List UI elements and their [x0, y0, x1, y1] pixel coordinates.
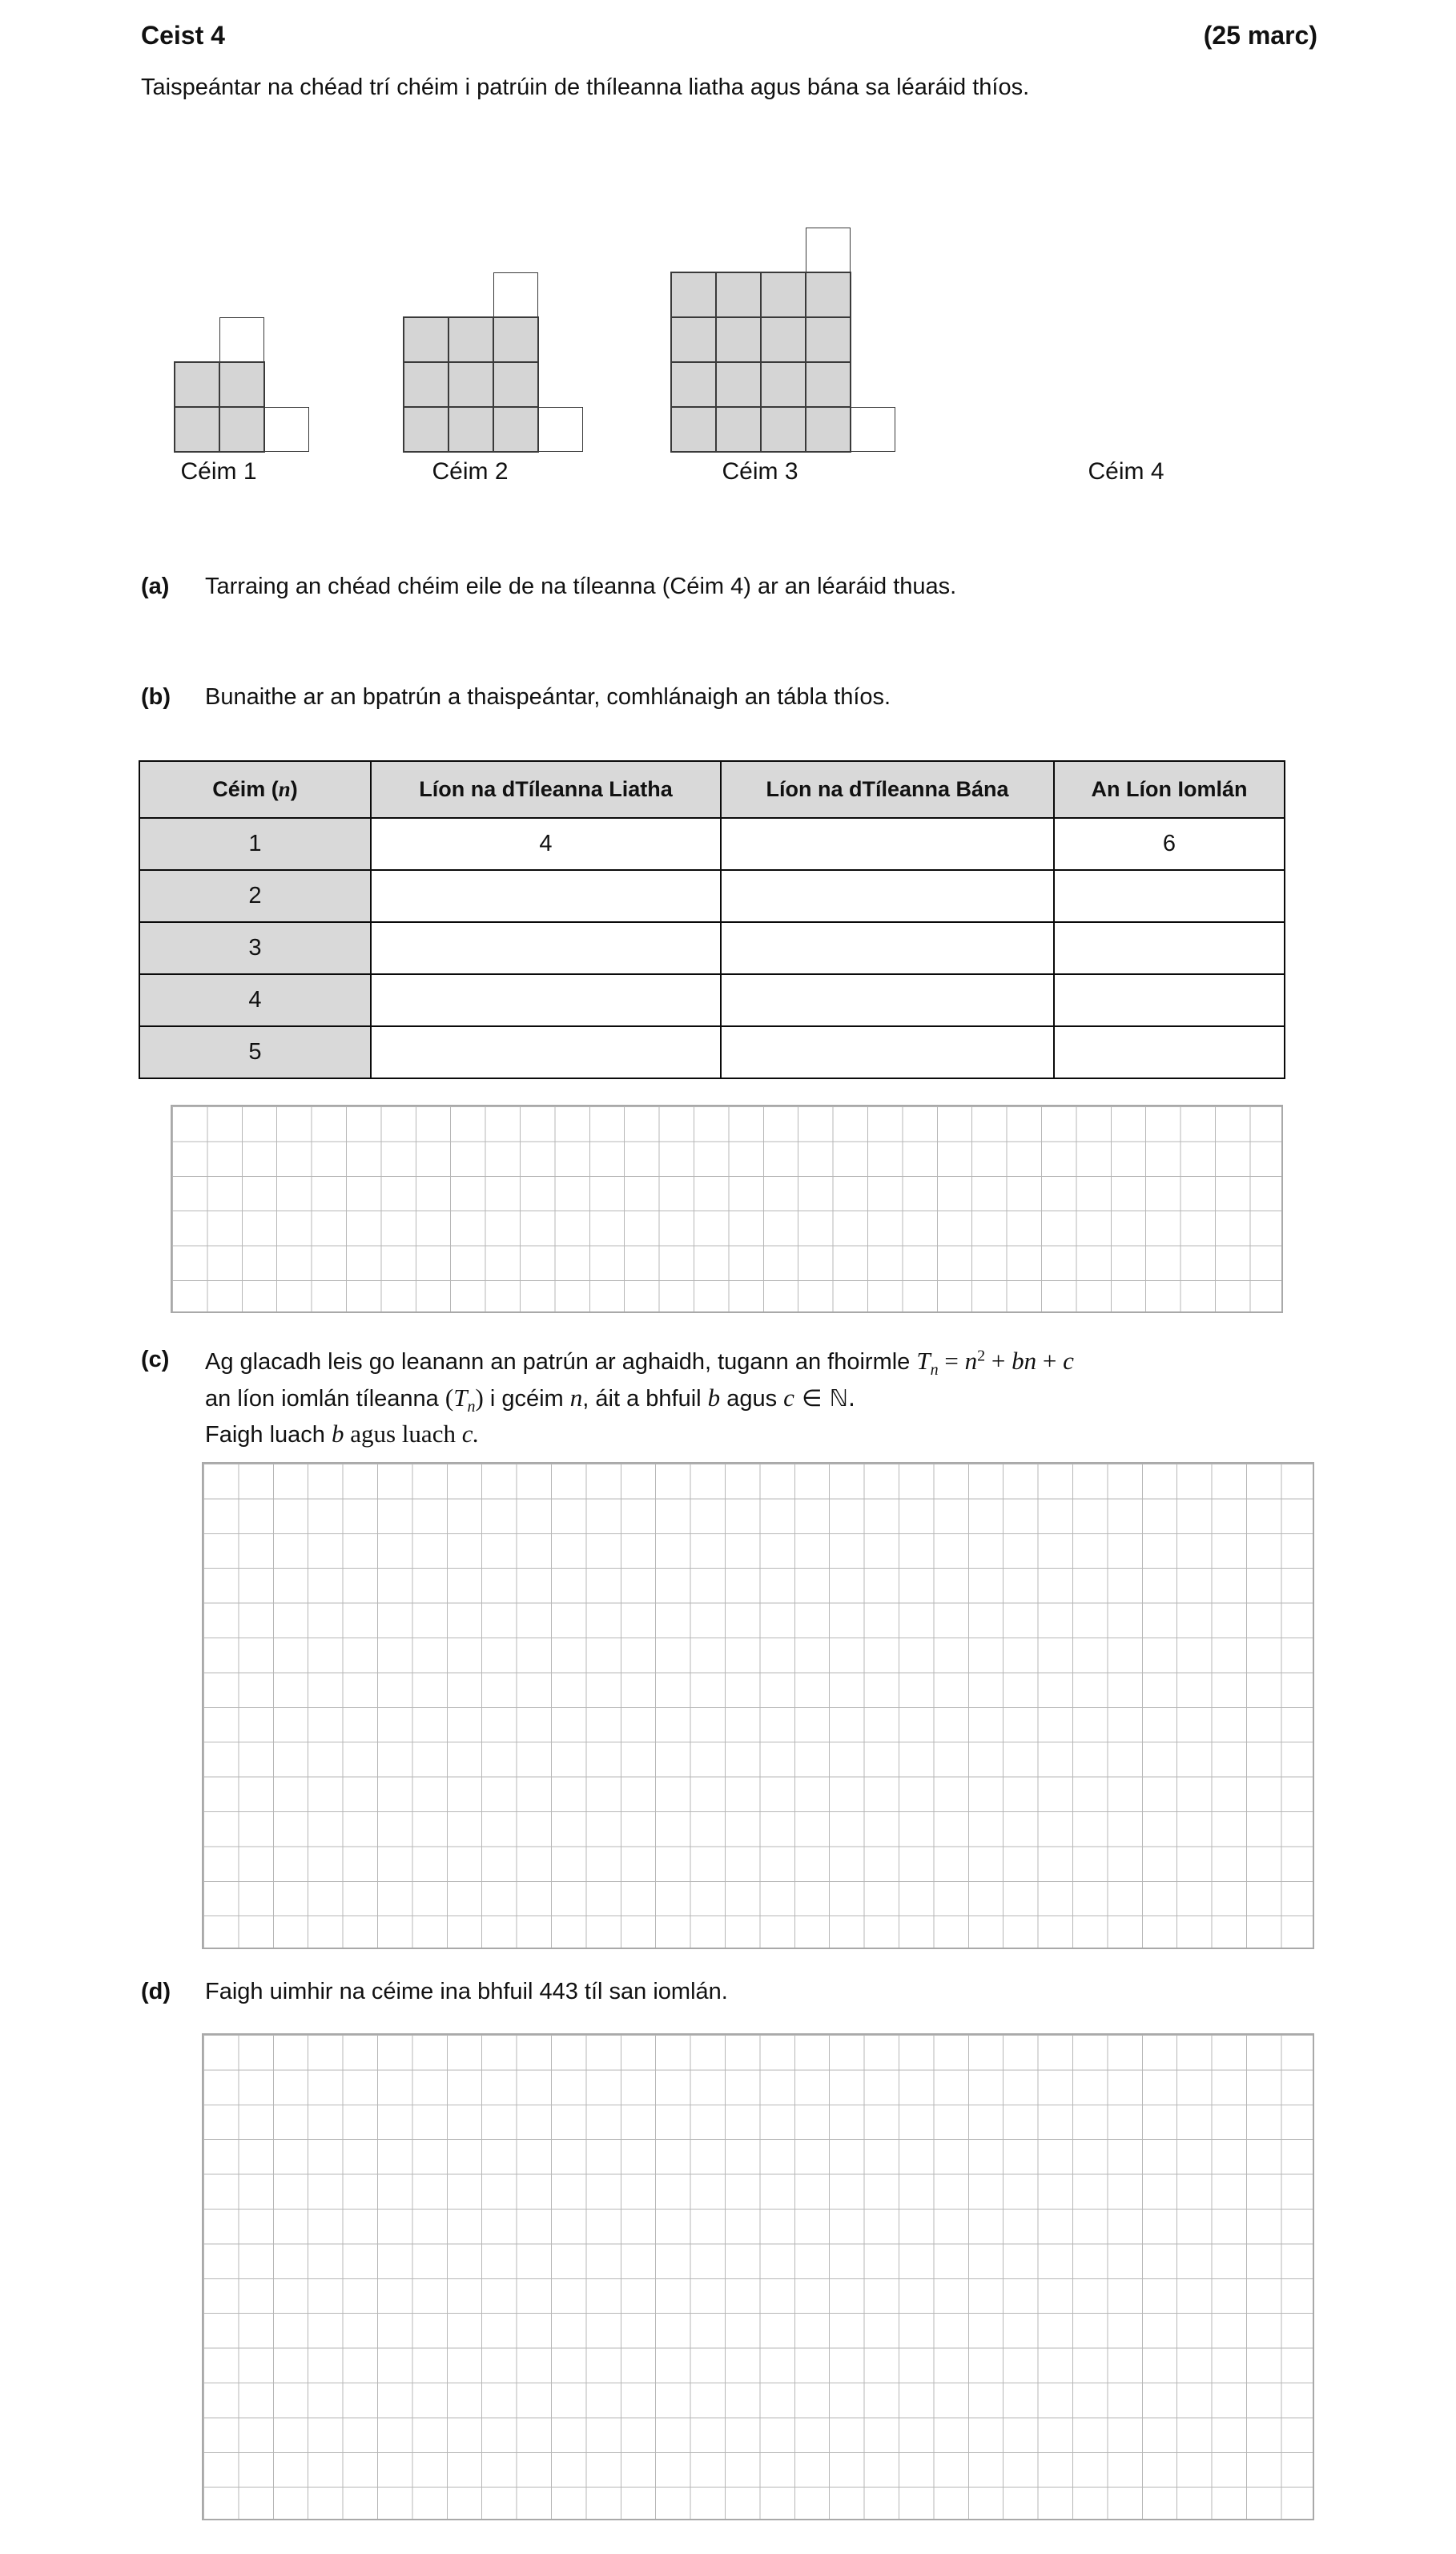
worksheet-grid-c [202, 1462, 1314, 1949]
var-b-find: b [332, 1420, 344, 1448]
formula-n: n [964, 1347, 978, 1375]
part-c-line1 [205, 1347, 1074, 1380]
paren-close: ) [475, 1384, 484, 1412]
formula-n-squared: 2 [977, 1347, 986, 1365]
col-header-liatha: Líon na dTíleanna Liatha [371, 761, 721, 818]
grey-tile [761, 362, 806, 407]
part-a-text: Tarraing an chéad chéim eile de na tíleanna (Céim 4) ar an léaráid thuas. [205, 574, 957, 599]
grey-tile [404, 407, 448, 452]
cell-step-number: 1 [139, 818, 371, 870]
step-1-label: Céim 1 [180, 458, 257, 485]
cell-total-count [1054, 974, 1285, 1026]
table-row [139, 870, 1285, 922]
grey-tile [671, 407, 716, 452]
grey-tile [404, 317, 448, 362]
var-c: c [783, 1384, 794, 1412]
grey-tile [671, 272, 716, 317]
grey-tile [806, 272, 851, 317]
grey-tile [493, 362, 538, 407]
cell-step-number: 4 [139, 974, 371, 1026]
part-b-label: (b) [141, 684, 171, 710]
formula-plus-1: + [985, 1347, 1012, 1375]
col-header-ceim-post: ) [290, 777, 298, 801]
formula-plus-2: + [1036, 1347, 1064, 1375]
grey-tile [716, 272, 761, 317]
worksheet-grid-d [202, 2033, 1314, 2520]
pattern-table [139, 760, 1285, 1079]
formula-bn: bn [1012, 1347, 1037, 1375]
part-c-line2-text3: , áit a bhfuil [582, 1386, 708, 1412]
question-intro: Taispeántar na chéad trí chéim i patrúin de thíleanna liatha agus bána sa léaráid thíos. [141, 75, 1030, 100]
part-c-line2 [205, 1384, 855, 1416]
step-1-grey-block [174, 361, 265, 453]
cell-white-count [721, 870, 1054, 922]
grey-tile [761, 317, 806, 362]
col-header-ceim-pre: Céim ( [212, 777, 279, 801]
table-row [139, 1026, 1285, 1078]
worksheet-grid-b [171, 1105, 1283, 1313]
grey-tile [175, 407, 219, 452]
part-d-text: Faigh uimhir na céime ina bhfuil 443 tíl san iomlán. [205, 1979, 728, 2004]
grey-tile [404, 362, 448, 407]
grey-tile [219, 407, 264, 452]
marks-label: (25 marc) [1203, 21, 1317, 50]
cell-step-number: 5 [139, 1026, 371, 1078]
cell-step-number: 2 [139, 870, 371, 922]
grey-tile [448, 362, 493, 407]
part-c-line1-text: Ag glacadh leis go leanann an patrún ar aghaidh, tugann an fhoirmle [205, 1349, 917, 1375]
part-b-text: Bunaithe ar an bpatrún a thaispeántar, comhlánaigh an tábla thíos. [205, 684, 891, 710]
part-c-line3-text2: agus luach [344, 1420, 462, 1448]
cell-white-count [721, 818, 1054, 870]
part-d-label: (d) [141, 1979, 171, 2004]
cell-white-count [721, 1026, 1054, 1078]
step-3-grey-block [670, 272, 851, 453]
cell-grey-count: 4 [371, 818, 721, 870]
formula-c: c [1063, 1347, 1074, 1375]
formula-T-sub-n: n [930, 1360, 939, 1379]
cell-grey-count [371, 870, 721, 922]
formula-equals: = [938, 1347, 965, 1375]
part-c-line2-text4: agus [720, 1386, 784, 1412]
part-c-label: (c) [141, 1347, 170, 1372]
part-c-line2-text2: i gcéim [483, 1386, 570, 1412]
table-row [139, 922, 1285, 974]
grey-tile [761, 272, 806, 317]
cell-grey-count [371, 1026, 721, 1078]
white-tile-top [219, 317, 264, 362]
col-header-ceim-n [139, 761, 371, 818]
cell-total-count [1054, 870, 1285, 922]
col-header-n-var: n [278, 777, 291, 801]
step-4-label: Céim 4 [1088, 458, 1164, 485]
tile-pattern-diagram [0, 0, 1456, 513]
step-2-label: Céim 2 [432, 458, 509, 485]
grey-tile [219, 362, 264, 407]
step-2-grey-block [403, 316, 539, 453]
cell-grey-count [371, 974, 721, 1026]
col-header-bana: Líon na dTíleanna Bána [721, 761, 1054, 818]
cell-total-count: 6 [1054, 818, 1285, 870]
table-row [139, 818, 1285, 870]
question-title: Ceist 4 [141, 21, 225, 50]
cell-total-count [1054, 1026, 1285, 1078]
grey-tile [806, 362, 851, 407]
cell-white-count [721, 922, 1054, 974]
grey-tile [716, 362, 761, 407]
part-c-line3 [205, 1420, 479, 1448]
cell-total-count [1054, 922, 1285, 974]
white-tile-bottom-right [538, 407, 583, 452]
var-c-find: c. [461, 1420, 480, 1448]
grey-tile [448, 317, 493, 362]
grey-tile [761, 407, 806, 452]
part-c-line3-text1: Faigh luach [205, 1422, 332, 1448]
white-tile-top [806, 228, 851, 272]
var-n: n [569, 1384, 583, 1412]
grey-tile [493, 317, 538, 362]
formula-T: T [916, 1347, 931, 1375]
table-row [139, 974, 1285, 1026]
grey-tile [716, 317, 761, 362]
part-c-line2-text1: an líon iomlán tíleanna [205, 1386, 445, 1412]
cell-white-count [721, 974, 1054, 1026]
grey-tile [493, 407, 538, 452]
paren-open: ( [444, 1384, 454, 1412]
table-header-row [139, 761, 1285, 818]
formula-Tn-sub: n [467, 1397, 476, 1416]
grey-tile [448, 407, 493, 452]
element-of-naturals: ∈ ℕ. [794, 1384, 856, 1412]
col-header-iomlan: An Líon Iomlán [1054, 761, 1285, 818]
cell-step-number: 3 [139, 922, 371, 974]
grey-tile [806, 407, 851, 452]
part-a-label: (a) [141, 574, 170, 599]
var-b: b [707, 1384, 721, 1412]
white-tile-bottom-right [851, 407, 895, 452]
grey-tile [175, 362, 219, 407]
cell-grey-count [371, 922, 721, 974]
grey-tile [806, 317, 851, 362]
white-tile-top [493, 272, 538, 317]
formula-Tn-T: T [453, 1384, 468, 1412]
white-tile-bottom-right [264, 407, 309, 452]
step-3-label: Céim 3 [722, 458, 798, 485]
grey-tile [671, 317, 716, 362]
grey-tile [716, 407, 761, 452]
grey-tile [671, 362, 716, 407]
